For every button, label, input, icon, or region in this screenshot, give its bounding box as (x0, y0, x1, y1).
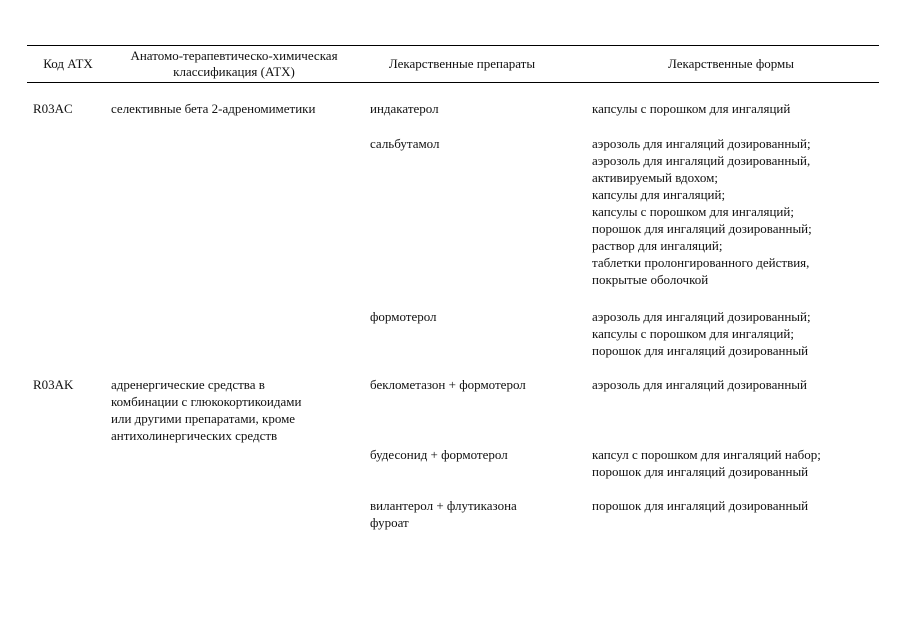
drug-forms: аэрозоль для ингаляций дозированный; аэрозоль для ингаляций дозированный, активируемый вдохом; капсулы для ингаляций; капсулы с порошком для ингаляций; порошок для ингаляций дозированный; раствор для ингаляций; таблетки пролонгированного действия, покрытые оболочкой (592, 136, 812, 287)
drug-forms: капсулы с порошком для ингаляций (592, 101, 791, 116)
drug-name: вилантерол + флутиказона фуроат (370, 498, 517, 530)
table-header-rule (27, 82, 879, 83)
table-top-rule (27, 45, 879, 46)
drug-name: индакатерол (370, 101, 439, 116)
header-drugs: Лекарственные препараты (388, 56, 536, 71)
header-forms: Лекарственные формы (667, 56, 795, 71)
drug-name: сальбутамол (370, 136, 440, 151)
atc-class: селективные бета 2-адреномиметики (111, 101, 316, 116)
atc-code: R03AK (33, 377, 74, 392)
drug-name: беклометазон + формотерол (370, 377, 526, 392)
drug-forms: капсул с порошком для ингаляций набор; порошок для ингаляций дозированный (592, 447, 821, 479)
drug-forms: аэрозоль для ингаляций дозированный; капсулы с порошком для ингаляций; порошок для ингаляций дозированный (592, 309, 811, 358)
header-classification: Анатомо-терапевтическо-химическая классификация (АТХ) (130, 48, 338, 79)
drug-forms: аэрозоль для ингаляций дозированный (592, 377, 808, 392)
atc-code: R03AC (33, 101, 73, 116)
drug-forms: порошок для ингаляций дозированный (592, 498, 809, 513)
drug-name: формотерол (370, 309, 437, 324)
atc-class: адренергические средства в комбинации с глюкокортикоидами или другими препаратами, кроме антихолинергических средств (111, 377, 302, 443)
drug-name: будесонид + формотерол (370, 447, 508, 462)
header-code: Код АТХ (43, 56, 93, 71)
